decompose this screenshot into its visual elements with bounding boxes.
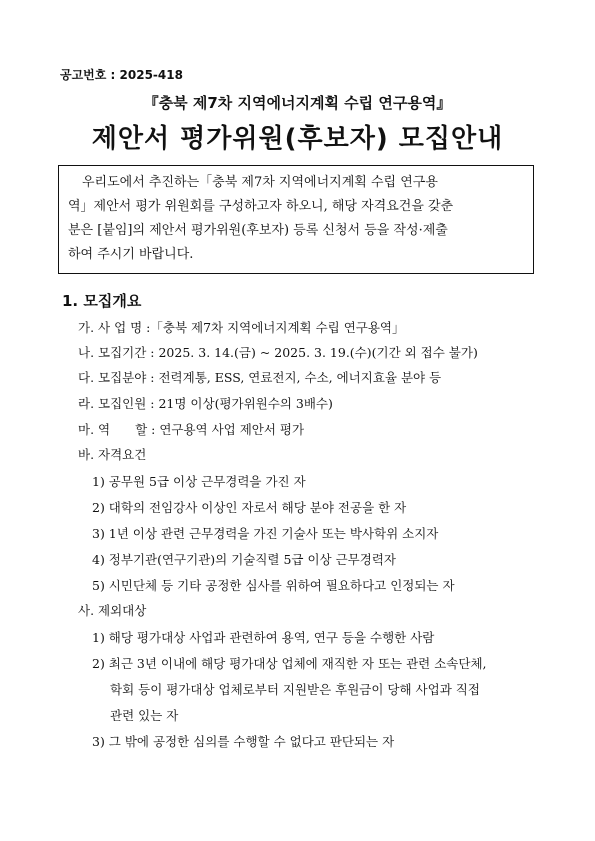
overview-item-qualifications: 바. 자격요건	[78, 447, 147, 462]
overview-item-role: 마. 역 할 : 연구용역 사업 제안서 평가	[78, 422, 305, 437]
exclusion-item-continued: 관련 있는 자	[110, 708, 179, 723]
overview-item-period: 나. 모집기간 : 2025. 3. 14.(금) ~ 2025. 3. 19.(수)(기간 외 접수 불가)	[78, 345, 478, 360]
intro-line	[68, 171, 524, 195]
intro-line: 역」제안서 평가 위원회를 구성하고자 하오니, 해당 자격요건을 갖춘	[68, 199, 454, 214]
exclusion-item: 1) 해당 평가대상 사업과 관련하여 용역, 연구 등을 수행한 사람	[92, 630, 435, 645]
document-subtitle: 『충북 제7차 지역에너지계획 수립 연구용역』	[143, 94, 452, 112]
exclusion-item-continued: 학회 등이 평가대상 업체로부터 지원받은 후원금이 당해 사업과 직접	[110, 682, 480, 697]
qualification-item: 4) 정부기관(연구기관)의 기술직렬 5급 이상 근무경력자	[92, 552, 396, 567]
overview-item-field: 다. 모집분야 : 전력계통, ESS, 연료전지, 수소, 에너지효율 분야 등	[78, 370, 442, 385]
intro-box	[58, 165, 534, 274]
exclusion-item: 2) 최근 3년 이내에 해당 평가대상 업체에 재직한 자 또는 관련 소속단체,	[92, 656, 487, 671]
intro-line: 분은 [붙임]의 제안서 평가위원(후보자) 등록 신청서 등을 작성·제출	[68, 223, 448, 238]
qualification-item: 1) 공무원 5급 이상 근무경력을 가진 자	[92, 474, 306, 489]
qualification-item: 3) 1년 이상 관련 근무경력을 가진 기술사 또는 박사학위 소지자	[92, 526, 439, 541]
overview-item-headcount: 라. 모집인원 : 21명 이상(평가위원수의 3배수)	[78, 396, 333, 411]
section-heading: 1. 모집개요	[62, 292, 142, 310]
document-title: 제안서 평가위원(후보자) 모집안내	[91, 124, 504, 154]
intro-line-text: 우리도에서 추진하는「충북 제7차 지역에너지계획 수립 연구용	[82, 175, 438, 190]
notice-number: 공고번호 : 2025-418	[60, 68, 183, 82]
qualification-item: 5) 시민단체 등 기타 공정한 심사를 위하여 필요하다고 인정되는 자	[92, 578, 455, 593]
overview-item-project-name: 가. 사 업 명 :「충북 제7차 지역에너지계획 수립 연구용역」	[78, 320, 405, 335]
qualification-item: 2) 대학의 전임강사 이상인 자로서 해당 분야 전공을 한 자	[92, 500, 407, 515]
intro-line: 하여 주시기 바랍니다.	[68, 247, 194, 262]
exclusion-item: 3) 그 밖에 공정한 심의를 수행할 수 없다고 판단되는 자	[92, 734, 395, 749]
overview-item-exclusions: 사. 제외대상	[78, 603, 147, 618]
